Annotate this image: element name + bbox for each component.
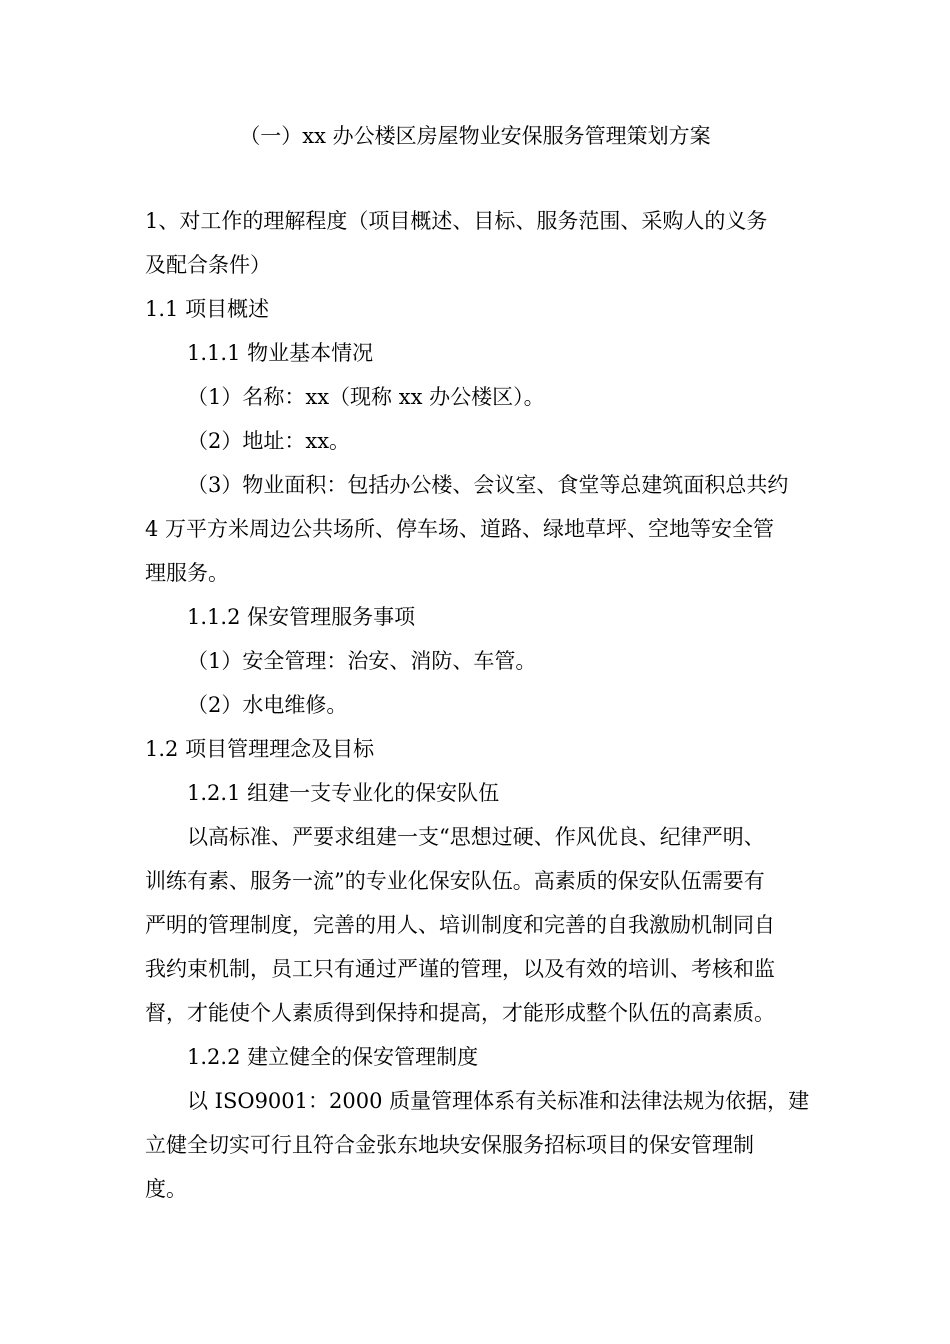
paragraph-1-line-5: 督，才能使个人素质得到保持和提高，才能形成整个队伍的高素质。 [145, 1001, 775, 1025]
list-item-name: （1）名称：xx（现称 xx 办公楼区）。 [187, 385, 545, 409]
list-item-address: （2）地址：xx。 [187, 429, 351, 453]
list-item-area-line-3: 理服务。 [145, 561, 229, 585]
document-title: （一）xx 办公楼区房屋物业安保服务管理策划方案 [239, 124, 711, 148]
heading-1-line-2: 及配合条件） [145, 253, 271, 277]
paragraph-1-line-4: 我约束机制，员工只有通过严谨的管理，以及有效的培训、考核和监 [145, 957, 775, 981]
section-1-2-heading: 1.2 项目管理理念及目标 [145, 737, 375, 761]
section-1-1-2-heading: 1.1.2 保安管理服务事项 [187, 605, 416, 629]
heading-1-line-1: 1、对工作的理解程度（项目概述、目标、服务范围、采购人的义务 [145, 209, 768, 233]
paragraph-2-line-2: 立健全切实可行且符合金张东地块安保服务招标项目的保安管理制 [145, 1133, 754, 1157]
paragraph-2-line-1: 以 ISO9001：2000 质量管理体系有关标准和法律法规为依据，建 [187, 1089, 810, 1113]
list-item-area-line-2: 4 万平方米周边公共场所、停车场、道路、绿地草坪、空地等安全管 [145, 517, 775, 541]
section-1-2-1-heading: 1.2.1 组建一支专业化的保安队伍 [187, 781, 500, 805]
paragraph-1-line-2: 训练有素、服务一流”的专业化保安队伍。高素质的保安队伍需要有 [145, 869, 765, 893]
paragraph-1-line-3: 严明的管理制度，完善的用人、培训制度和完善的自我激励机制同自 [145, 913, 775, 937]
paragraph-1-line-1: 以高标准、严要求组建一支“思想过硬、作风优良、纪律严明、 [187, 825, 765, 849]
section-1-1-1-heading: 1.1.1 物业基本情况 [187, 341, 374, 365]
section-1-2-2-heading: 1.2.2 建立健全的保安管理制度 [187, 1045, 479, 1069]
paragraph-2-line-3: 度。 [145, 1177, 187, 1201]
list-item-area-line-1: （3）物业面积：包括办公楼、会议室、食堂等总建筑面积总共约 [187, 473, 789, 497]
list-item-maintenance: （2）水电维修。 [187, 693, 348, 717]
list-item-security: （1）安全管理：治安、消防、车管。 [187, 649, 537, 673]
section-1-1-heading: 1.1 项目概述 [145, 297, 270, 321]
